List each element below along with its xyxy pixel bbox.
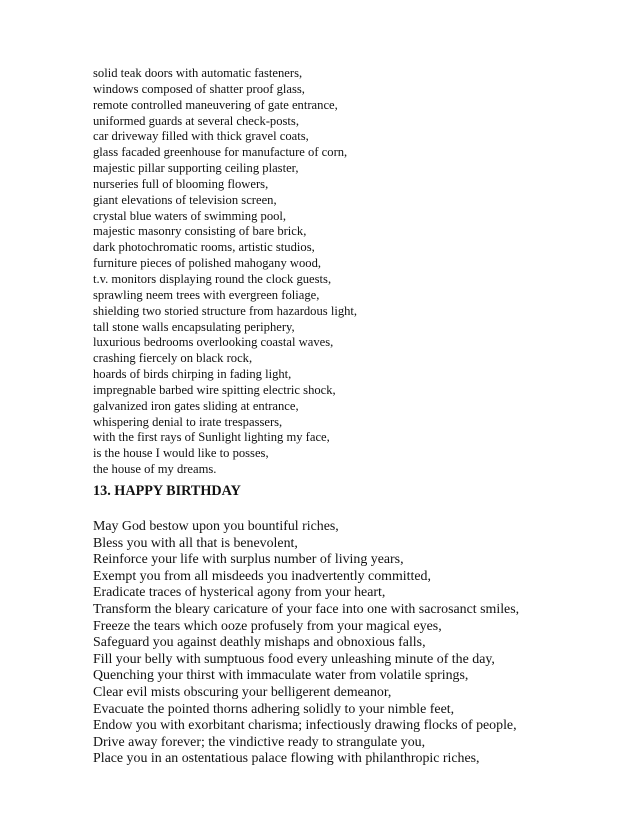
poem-line: Reinforce your life with surplus number of living years, [93,552,404,568]
poem-line: windows composed of shatter proof glass, [93,81,305,96]
poem-line: galvanized iron gates sliding at entrance, [93,398,299,413]
poem-line: furniture pieces of polished mahogany wood, [93,256,322,271]
poem-line: tall stone walls encapsulating periphery, [93,319,295,334]
poem-line: giant elevations of television screen, [93,192,277,207]
poem-line: impregnable barbed wire spitting electric shock, [93,382,336,397]
poem-line: Exempt you from all misdeeds you inadvertently committed, [93,568,431,584]
poem-line: majestic masonry consisting of bare brick, [93,224,307,239]
poem-line: sprawling neem trees with evergreen foliage, [93,287,320,302]
poem-line: the house of my dreams. [93,462,217,477]
poem-line: nurseries full of blooming flowers, [93,176,269,191]
poem-line: majestic pillar supporting ceiling plaster, [93,161,299,176]
poem-line: Safeguard you against deathly mishaps and obnoxious falls, [93,635,426,651]
poem-line: Quenching your thirst with immaculate water from volatile springs, [93,668,469,684]
poem-title: 13. HAPPY BIRTHDAY [93,483,241,499]
poem-line: Freeze the tears which ooze profusely from your magical eyes, [93,618,442,634]
poem-line: uniformed guards at several check-posts, [93,113,299,128]
poem-line: with the first rays of Sunlight lighting my face, [93,430,330,445]
poem-line: crystal blue waters of swimming pool, [93,208,287,223]
poem-line: Transform the bleary caricature of your face into one with sacrosanct smiles, [93,601,520,617]
poem-line: Evacuate the pointed thorns adhering solidly to your nimble feet, [93,701,455,717]
poem-line: Place you in an ostentatious palace flowing with philanthropic riches, [93,751,480,767]
poem-line: whispering denial to irate trespassers, [93,414,283,429]
poem-line: solid teak doors with automatic fasteners, [93,66,303,80]
poem-line: Fill your belly with sumptuous food every unleashing minute of the day, [93,651,495,667]
poem-line: glass facaded greenhouse for manufacture of corn, [93,145,348,160]
poem-line: crashing fiercely on black rock, [93,351,253,366]
poem-line: remote controlled maneuvering of gate entrance, [93,97,338,112]
poem-line: Eradicate traces of hysterical agony from your heart, [93,585,386,601]
poem-line: shielding two storied structure from hazardous light, [93,303,358,318]
poem-continued-stanza [93,66,357,478]
poem-line: Endow you with exorbitant charisma; infectiously drawing flocks of people, [93,718,517,734]
poem-line: is the house I would like to posses, [93,446,269,461]
poem-line: car driveway filled with thick gravel coats, [93,129,309,144]
poem-line: May God bestow upon you bountiful riches, [93,519,339,534]
poem-line: t.v. monitors displaying round the clock guests, [93,271,332,286]
poem-line: hoards of birds chirping in fading light, [93,367,292,382]
poem-line: Clear evil mists obscuring your belligerent demeanor, [93,684,392,700]
poem-line: Bless you with all that is benevolent, [93,535,298,551]
poem-happy-birthday-stanza [93,519,519,768]
poem-line: dark photochromatic rooms, artistic studios, [93,240,315,255]
poem-line: Drive away forever; the vindictive ready to strangulate you, [93,734,426,750]
poem-line: luxurious bedrooms overlooking coastal waves, [93,335,334,350]
